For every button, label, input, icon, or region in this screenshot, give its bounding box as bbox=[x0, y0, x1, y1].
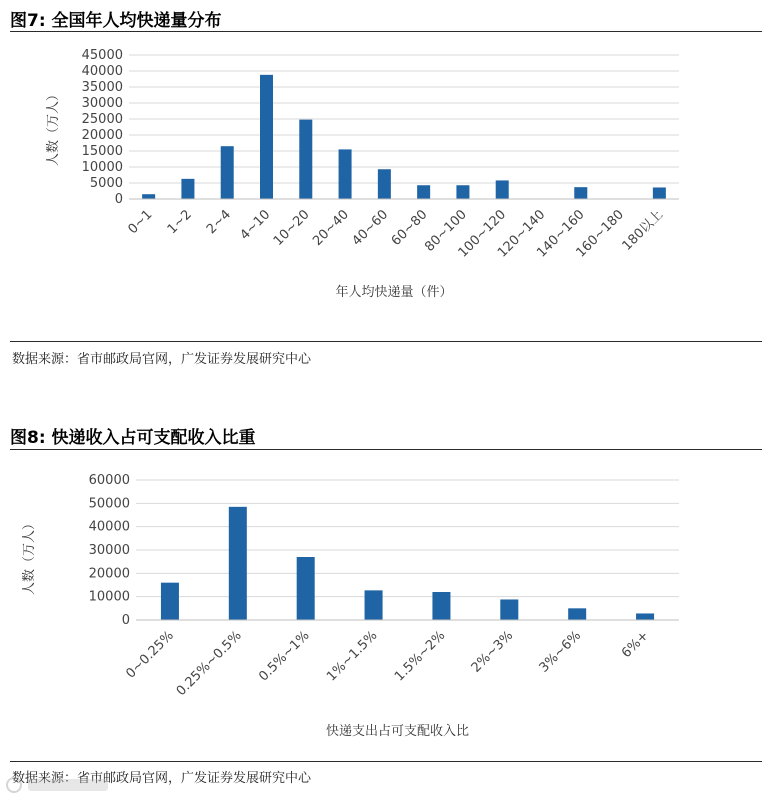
bar bbox=[456, 185, 469, 199]
figure-8-title: 图8: 快递收入占可支配收入比重 bbox=[10, 428, 256, 448]
y-tick-label: 30000 bbox=[88, 543, 130, 558]
x-tick-label: 120~140 bbox=[494, 207, 549, 261]
x-tick-label: 60~80 bbox=[388, 207, 431, 249]
bar bbox=[181, 179, 194, 199]
x-tick-label: 100~120 bbox=[455, 207, 510, 261]
x-tick-label: 6%+ bbox=[618, 628, 652, 662]
bar bbox=[432, 592, 450, 620]
y-tick-label: 30000 bbox=[81, 96, 123, 111]
figure-8-top-rule bbox=[10, 449, 762, 450]
bar bbox=[297, 557, 315, 620]
x-tick-label: 4~10 bbox=[237, 207, 274, 244]
bar bbox=[496, 180, 509, 199]
y-tick-label: 40000 bbox=[88, 519, 130, 535]
figure-7-bar-chart bbox=[0, 40, 774, 340]
x-tick-label: 1~2 bbox=[164, 207, 195, 238]
x-tick-label: 160~180 bbox=[573, 207, 627, 261]
y-axis-label: 人数（万人） bbox=[46, 87, 61, 167]
y-tick-label: 60000 bbox=[88, 473, 130, 488]
bar bbox=[229, 507, 247, 620]
figure-7-title: 图7: 全国年人均快递量分布 bbox=[10, 11, 222, 31]
x-tick-label: 10~20 bbox=[270, 207, 313, 249]
y-tick-label: 25000 bbox=[81, 112, 123, 127]
x-tick-label: 2%~3% bbox=[468, 628, 517, 676]
y-tick-label: 45000 bbox=[81, 48, 123, 63]
y-tick-label: 15000 bbox=[81, 144, 123, 159]
bar bbox=[365, 590, 383, 620]
x-tick-label: 140~160 bbox=[534, 207, 588, 261]
x-tick-label: 3%~6% bbox=[536, 628, 585, 676]
figure-7-bottom-rule bbox=[10, 341, 762, 342]
x-tick-label: 0.25%~0.5% bbox=[173, 628, 245, 700]
x-tick-label: 180以上 bbox=[619, 207, 667, 254]
x-tick-label: 20~40 bbox=[310, 207, 352, 249]
y-tick-label: 20000 bbox=[88, 566, 130, 582]
x-tick-label: 1%~1.5% bbox=[324, 628, 381, 685]
y-axis-label: 人数（万人） bbox=[22, 516, 37, 596]
x-tick-label: 0~0.25% bbox=[123, 628, 177, 682]
figure-8-bottom-rule bbox=[10, 761, 762, 762]
bar bbox=[568, 608, 586, 620]
bar bbox=[574, 187, 587, 199]
y-tick-label: 20000 bbox=[81, 128, 123, 143]
bar bbox=[142, 194, 155, 199]
y-tick-label: 5000 bbox=[89, 176, 123, 191]
bar bbox=[299, 120, 312, 199]
bar bbox=[500, 599, 518, 620]
x-tick-label: 0~1 bbox=[125, 207, 156, 238]
watermark-logo bbox=[4, 773, 124, 797]
bar bbox=[653, 187, 666, 199]
figure-7-source: 数据来源：省市邮政局官网，广发证券发展研究中心 bbox=[12, 352, 312, 367]
x-tick-label: 80~100 bbox=[422, 207, 470, 255]
y-tick-label: 35000 bbox=[81, 80, 123, 95]
x-tick-label: 0.5%~1% bbox=[256, 628, 313, 685]
y-tick-label: 50000 bbox=[88, 496, 130, 512]
figure-8-source: 数据来源：省市邮政局官网，广发证券发展研究中心 bbox=[12, 771, 312, 786]
figure-7-top-rule bbox=[10, 31, 762, 32]
bar bbox=[378, 169, 391, 199]
x-tick-label: 2~4 bbox=[204, 207, 235, 238]
bar bbox=[636, 613, 654, 620]
x-axis-label: 年人均快递量（件） bbox=[335, 285, 453, 300]
y-tick-label: 0 bbox=[121, 613, 130, 628]
y-tick-label: 10000 bbox=[81, 160, 123, 175]
y-tick-label: 40000 bbox=[81, 64, 123, 79]
bar bbox=[417, 185, 430, 199]
bar bbox=[221, 146, 234, 199]
x-tick-label: 1.5%~2% bbox=[392, 628, 449, 685]
bar bbox=[161, 583, 179, 620]
figure-8-bar-chart bbox=[0, 458, 774, 758]
y-tick-label: 0 bbox=[114, 192, 123, 207]
bar bbox=[339, 149, 352, 199]
x-tick-label: 40~60 bbox=[349, 207, 392, 249]
bar bbox=[260, 75, 273, 199]
x-axis-label: 快递支出占可支配收入比 bbox=[325, 724, 470, 739]
y-tick-label: 10000 bbox=[88, 589, 130, 605]
